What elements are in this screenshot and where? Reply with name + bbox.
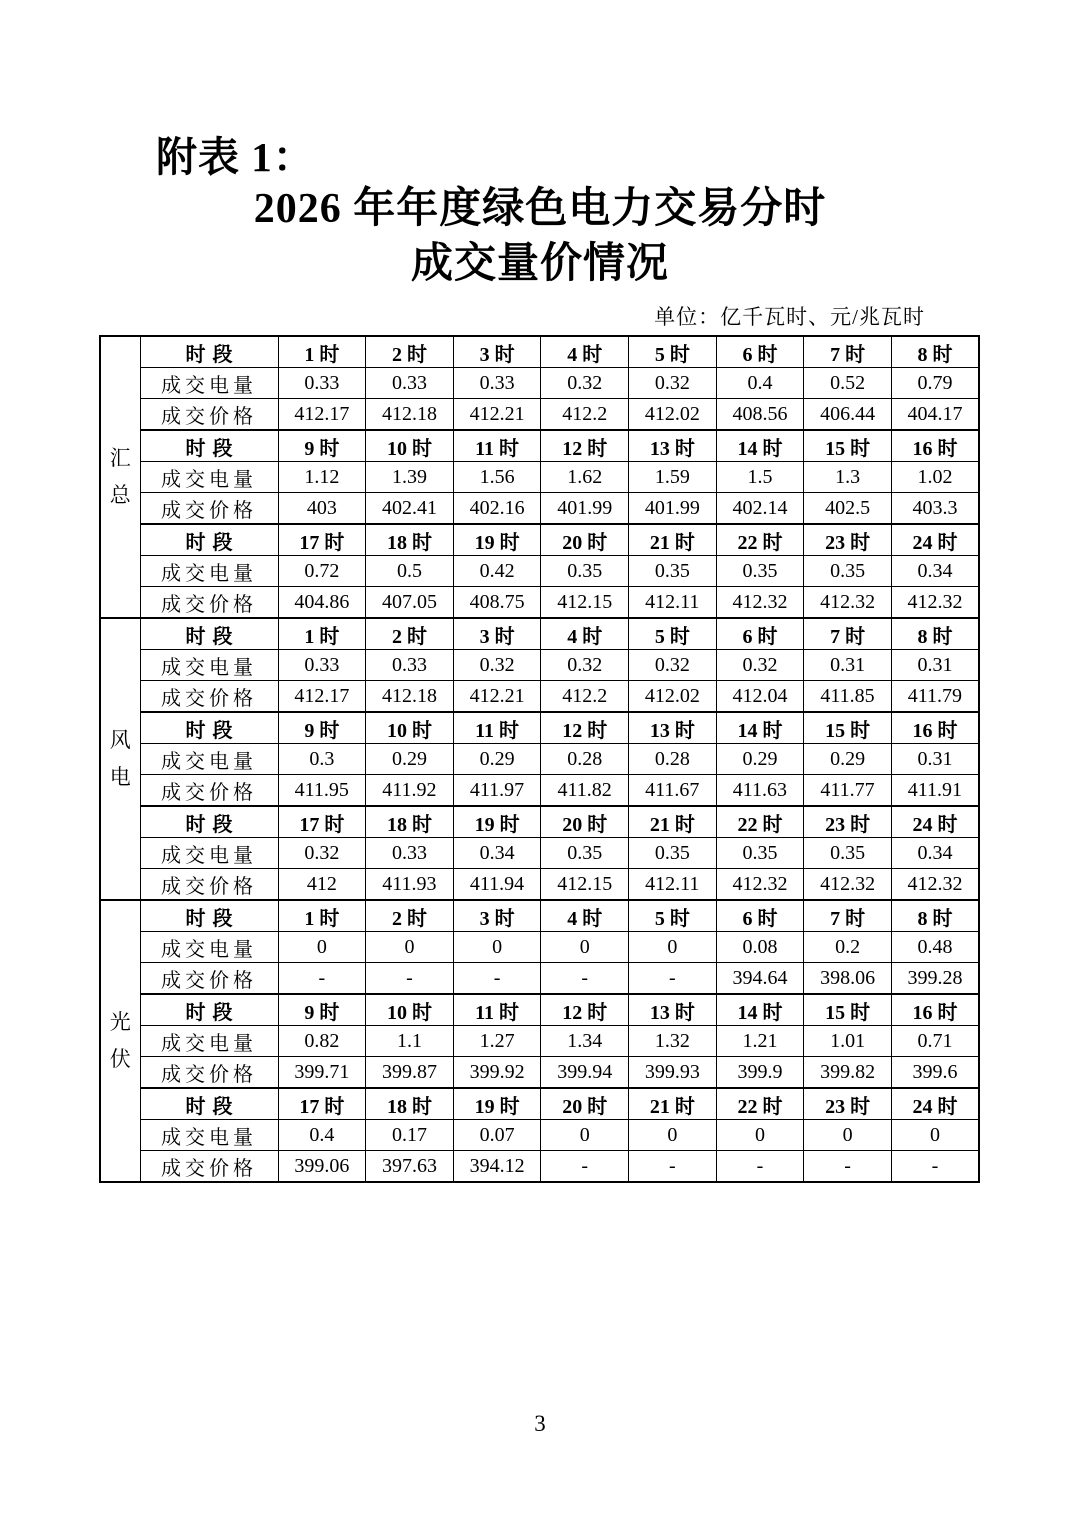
document-title-line1: 2026 年年度绿色电力交易分时: [253, 186, 827, 232]
volume-cell: 0.32: [278, 838, 366, 869]
period-header-cell: 8 时: [891, 336, 979, 368]
volume-cell: 0.79: [891, 368, 979, 399]
category-cell-1: [100, 618, 140, 900]
period-header-cell: 19 时: [453, 1088, 541, 1120]
price-cell: 399.87: [366, 1057, 454, 1089]
price-cell: 399.06: [278, 1151, 366, 1183]
period-header-cell: 11 时: [453, 712, 541, 744]
price-row-label: 成交价格: [140, 681, 278, 713]
volume-cell: 1.56: [453, 462, 541, 493]
volume-cell: 0.28: [541, 744, 629, 775]
volume-cell: 0.32: [629, 650, 717, 681]
price-cell: -: [453, 963, 541, 995]
price-cell: -: [629, 963, 717, 995]
period-header-row: [100, 618, 979, 650]
period-header-cell: 24 时: [891, 806, 979, 838]
price-cell: 412.21: [453, 681, 541, 713]
period-header-cell: 1 时: [278, 618, 366, 650]
period-header-row: [100, 712, 979, 744]
volume-cell: 0.34: [891, 556, 979, 587]
price-cell: 412.11: [629, 587, 717, 619]
period-header-cell: 2 时: [366, 336, 454, 368]
price-cell: 408.75: [453, 587, 541, 619]
period-header-cell: 10 时: [366, 430, 454, 462]
period-header-cell: 24 时: [891, 524, 979, 556]
category-cell-2: [100, 900, 140, 1182]
period-header-cell: 2 时: [366, 618, 454, 650]
volume-cell: 1.39: [366, 462, 454, 493]
volume-cell: 0.33: [366, 368, 454, 399]
price-row-label: 成交价格: [140, 399, 278, 431]
volume-row-label: 成交电量: [140, 650, 278, 681]
period-header-cell: 8 时: [891, 900, 979, 932]
period-header-cell: 6 时: [716, 618, 804, 650]
volume-cell: 0.35: [629, 556, 717, 587]
period-header-cell: 14 时: [716, 712, 804, 744]
volume-cell: 0.5: [366, 556, 454, 587]
price-cell: 411.82: [541, 775, 629, 807]
price-cell: -: [716, 1151, 804, 1183]
volume-cell: 0.35: [804, 556, 892, 587]
volume-cell: 0.3: [278, 744, 366, 775]
volume-cell: 0.71: [891, 1026, 979, 1057]
price-cell: 412.2: [541, 399, 629, 431]
volume-cell: 0: [629, 1120, 717, 1151]
volume-cell: 0.2: [804, 932, 892, 963]
price-row: [100, 399, 979, 431]
volume-cell: 0: [541, 1120, 629, 1151]
volume-cell: 1.01: [804, 1026, 892, 1057]
volume-row-label: 成交电量: [140, 838, 278, 869]
period-header-cell: 7 时: [804, 900, 892, 932]
volume-cell: 0.31: [804, 650, 892, 681]
volume-cell: 1.32: [629, 1026, 717, 1057]
volume-cell: 0.33: [366, 650, 454, 681]
volume-cell: 0.08: [716, 932, 804, 963]
volume-cell: 0.29: [453, 744, 541, 775]
price-cell: 407.05: [366, 587, 454, 619]
price-cell: 411.95: [278, 775, 366, 807]
price-cell: 399.71: [278, 1057, 366, 1089]
volume-cell: 0.35: [541, 556, 629, 587]
price-row: [100, 869, 979, 901]
volume-cell: 0: [366, 932, 454, 963]
price-cell: 412.32: [804, 869, 892, 901]
period-header-cell: 6 时: [716, 900, 804, 932]
volume-cell: 0.33: [278, 650, 366, 681]
table-body: [100, 336, 979, 1182]
volume-cell: 0.35: [716, 556, 804, 587]
volume-cell: 0: [629, 932, 717, 963]
volume-cell: 0.07: [453, 1120, 541, 1151]
price-cell: -: [629, 1151, 717, 1183]
price-row-label: 成交价格: [140, 963, 278, 995]
volume-cell: 0.48: [891, 932, 979, 963]
period-header-cell: 5 时: [629, 336, 717, 368]
price-row: [100, 493, 979, 525]
volume-cell: 0: [804, 1120, 892, 1151]
price-cell: 406.44: [804, 399, 892, 431]
price-cell: 411.77: [804, 775, 892, 807]
price-row-label: 成交价格: [140, 869, 278, 901]
volume-cell: 0.33: [453, 368, 541, 399]
volume-cell: 1.34: [541, 1026, 629, 1057]
period-header-cell: 4 时: [541, 336, 629, 368]
period-header-cell: 22 时: [716, 1088, 804, 1120]
price-cell: -: [541, 1151, 629, 1183]
volume-row-label: 成交电量: [140, 932, 278, 963]
volume-cell: 0.17: [366, 1120, 454, 1151]
period-row-label: 时段: [140, 900, 278, 932]
volume-cell: 0: [541, 932, 629, 963]
period-header-row: [100, 524, 979, 556]
price-cell: -: [278, 963, 366, 995]
period-header-cell: 24 时: [891, 1088, 979, 1120]
volume-cell: 0: [891, 1120, 979, 1151]
period-header-cell: 16 时: [891, 430, 979, 462]
price-cell: 411.85: [804, 681, 892, 713]
price-cell: 399.93: [629, 1057, 717, 1089]
volume-row: [100, 1120, 979, 1151]
price-cell: 411.91: [891, 775, 979, 807]
volume-row: [100, 556, 979, 587]
volume-cell: 0: [278, 932, 366, 963]
period-header-cell: 2 时: [366, 900, 454, 932]
price-cell: 412.18: [366, 681, 454, 713]
period-header-cell: 12 时: [541, 994, 629, 1026]
volume-cell: 1.59: [629, 462, 717, 493]
period-header-row: [100, 806, 979, 838]
period-row-label: 时段: [140, 1088, 278, 1120]
price-cell: 412.17: [278, 399, 366, 431]
price-cell: 411.67: [629, 775, 717, 807]
volume-cell: 0.42: [453, 556, 541, 587]
volume-cell: 0.28: [629, 744, 717, 775]
price-cell: 401.99: [541, 493, 629, 525]
volume-row: [100, 744, 979, 775]
price-cell: 412.32: [804, 587, 892, 619]
period-header-cell: 21 时: [629, 806, 717, 838]
price-row: [100, 1057, 979, 1089]
price-row-label: 成交价格: [140, 587, 278, 619]
price-row-label: 成交价格: [140, 493, 278, 525]
volume-row-label: 成交电量: [140, 1026, 278, 1057]
price-cell: 412.32: [891, 587, 979, 619]
price-cell: 399.6: [891, 1057, 979, 1089]
volume-cell: 0.33: [278, 368, 366, 399]
volume-cell: 1.3: [804, 462, 892, 493]
period-header-cell: 13 时: [629, 430, 717, 462]
volume-cell: 0.35: [716, 838, 804, 869]
period-header-cell: 12 时: [541, 712, 629, 744]
volume-cell: 0.35: [629, 838, 717, 869]
volume-cell: 0.4: [716, 368, 804, 399]
period-header-cell: 7 时: [804, 618, 892, 650]
volume-cell: 0: [716, 1120, 804, 1151]
volume-cell: 0.72: [278, 556, 366, 587]
price-row: [100, 587, 979, 619]
price-cell: -: [366, 963, 454, 995]
period-header-cell: 23 时: [804, 806, 892, 838]
price-cell: -: [891, 1151, 979, 1183]
price-row: [100, 681, 979, 713]
volume-cell: 1.21: [716, 1026, 804, 1057]
volume-cell: 1.27: [453, 1026, 541, 1057]
volume-row: [100, 932, 979, 963]
price-cell: 404.17: [891, 399, 979, 431]
trading-table: [99, 335, 980, 1183]
period-header-cell: 17 时: [278, 806, 366, 838]
volume-cell: 1.12: [278, 462, 366, 493]
period-row-label: 时段: [140, 618, 278, 650]
period-header-cell: 15 时: [804, 430, 892, 462]
price-cell: 412.32: [716, 587, 804, 619]
period-header-cell: 3 时: [453, 618, 541, 650]
period-header-cell: 20 时: [541, 1088, 629, 1120]
price-cell: 399.9: [716, 1057, 804, 1089]
price-cell: 398.06: [804, 963, 892, 995]
volume-cell: 0.32: [629, 368, 717, 399]
period-header-cell: 10 时: [366, 994, 454, 1026]
price-cell: 412.32: [716, 869, 804, 901]
unit-note: 单位：亿千瓦时、元/兆瓦时: [654, 305, 925, 329]
price-cell: 412.32: [891, 869, 979, 901]
price-cell: 412.2: [541, 681, 629, 713]
price-cell: 412.11: [629, 869, 717, 901]
period-header-cell: 5 时: [629, 900, 717, 932]
price-cell: 411.97: [453, 775, 541, 807]
document-title: [0, 182, 1080, 293]
volume-row: [100, 1026, 979, 1057]
period-header-cell: 23 时: [804, 1088, 892, 1120]
period-header-cell: 18 时: [366, 1088, 454, 1120]
price-cell: 412.21: [453, 399, 541, 431]
volume-cell: 0.32: [716, 650, 804, 681]
volume-row: [100, 838, 979, 869]
period-header-cell: 21 时: [629, 1088, 717, 1120]
period-header-cell: 1 时: [278, 336, 366, 368]
period-header-row: [100, 994, 979, 1026]
period-header-cell: 5 时: [629, 618, 717, 650]
period-header-cell: 18 时: [366, 524, 454, 556]
price-cell: 412: [278, 869, 366, 901]
price-row-label: 成交价格: [140, 1057, 278, 1089]
page-number: 3: [534, 1411, 546, 1436]
volume-cell: 0.33: [366, 838, 454, 869]
period-header-cell: 16 时: [891, 994, 979, 1026]
price-cell: 411.92: [366, 775, 454, 807]
period-row-label: 时段: [140, 806, 278, 838]
period-header-cell: 13 时: [629, 712, 717, 744]
period-header-cell: 11 时: [453, 430, 541, 462]
period-header-row: [100, 1088, 979, 1120]
price-cell: 412.02: [629, 681, 717, 713]
document-title-line2: 成交量价情况: [410, 241, 669, 288]
volume-cell: 0.32: [541, 368, 629, 399]
period-row-label: 时段: [140, 430, 278, 462]
period-header-cell: 3 时: [453, 336, 541, 368]
category-label: 汇 总: [109, 446, 131, 507]
price-cell: 408.56: [716, 399, 804, 431]
volume-cell: 0.34: [453, 838, 541, 869]
price-cell: 397.63: [366, 1151, 454, 1183]
price-cell: 402.16: [453, 493, 541, 525]
period-header-cell: 3 时: [453, 900, 541, 932]
period-header-cell: 14 时: [716, 430, 804, 462]
period-header-cell: 4 时: [541, 618, 629, 650]
volume-row-label: 成交电量: [140, 368, 278, 399]
period-header-cell: 23 时: [804, 524, 892, 556]
period-header-cell: 9 时: [278, 712, 366, 744]
category-label: 光 伏: [109, 1010, 131, 1071]
period-row-label: 时段: [140, 336, 278, 368]
table-container: [99, 335, 980, 1183]
price-cell: 403: [278, 493, 366, 525]
period-header-cell: 19 时: [453, 524, 541, 556]
price-cell: 399.94: [541, 1057, 629, 1089]
period-header-row: [100, 430, 979, 462]
price-row: [100, 775, 979, 807]
price-cell: 411.79: [891, 681, 979, 713]
volume-cell: 0: [453, 932, 541, 963]
period-header-cell: 7 时: [804, 336, 892, 368]
volume-cell: 0.4: [278, 1120, 366, 1151]
price-cell: 402.5: [804, 493, 892, 525]
period-header-cell: 21 时: [629, 524, 717, 556]
period-header-cell: 17 时: [278, 524, 366, 556]
price-row-label: 成交价格: [140, 775, 278, 807]
price-row: [100, 963, 979, 995]
volume-row: [100, 650, 979, 681]
period-header-cell: 13 时: [629, 994, 717, 1026]
volume-row-label: 成交电量: [140, 744, 278, 775]
price-cell: 411.93: [366, 869, 454, 901]
price-cell: -: [541, 963, 629, 995]
price-cell: 403.3: [891, 493, 979, 525]
period-header-cell: 11 时: [453, 994, 541, 1026]
period-header-cell: 12 时: [541, 430, 629, 462]
price-cell: 394.12: [453, 1151, 541, 1183]
price-cell: 402.14: [716, 493, 804, 525]
price-row: [100, 1151, 979, 1183]
volume-cell: 1.62: [541, 462, 629, 493]
attachment-table-label: 附表 1：: [156, 134, 315, 180]
volume-row-label: 成交电量: [140, 462, 278, 493]
volume-cell: 0.35: [804, 838, 892, 869]
price-cell: 411.63: [716, 775, 804, 807]
volume-row: [100, 368, 979, 399]
price-cell: 399.82: [804, 1057, 892, 1089]
price-cell: -: [804, 1151, 892, 1183]
volume-row: [100, 462, 979, 493]
volume-cell: 0.32: [453, 650, 541, 681]
volume-cell: 0.29: [366, 744, 454, 775]
period-header-cell: 6 时: [716, 336, 804, 368]
period-header-cell: 22 时: [716, 524, 804, 556]
price-cell: 412.15: [541, 587, 629, 619]
period-header-row: [100, 336, 979, 368]
period-header-cell: 4 时: [541, 900, 629, 932]
period-header-cell: 15 时: [804, 994, 892, 1026]
period-header-cell: 17 时: [278, 1088, 366, 1120]
period-row-label: 时段: [140, 712, 278, 744]
price-cell: 404.86: [278, 587, 366, 619]
price-cell: 402.41: [366, 493, 454, 525]
period-header-cell: 1 时: [278, 900, 366, 932]
volume-cell: 0.82: [278, 1026, 366, 1057]
category-cell-0: [100, 336, 140, 618]
volume-row-label: 成交电量: [140, 556, 278, 587]
volume-cell: 1.02: [891, 462, 979, 493]
price-cell: 411.94: [453, 869, 541, 901]
period-header-cell: 18 时: [366, 806, 454, 838]
period-header-cell: 16 时: [891, 712, 979, 744]
price-cell: 394.64: [716, 963, 804, 995]
price-cell: 399.28: [891, 963, 979, 995]
period-header-cell: 9 时: [278, 430, 366, 462]
period-row-label: 时段: [140, 994, 278, 1026]
volume-cell: 0.31: [891, 744, 979, 775]
price-cell: 399.92: [453, 1057, 541, 1089]
volume-row-label: 成交电量: [140, 1120, 278, 1151]
volume-cell: 0.35: [541, 838, 629, 869]
price-cell: 412.18: [366, 399, 454, 431]
price-cell: 401.99: [629, 493, 717, 525]
period-header-cell: 20 时: [541, 524, 629, 556]
volume-cell: 0.29: [804, 744, 892, 775]
volume-cell: 0.34: [891, 838, 979, 869]
volume-cell: 0.52: [804, 368, 892, 399]
period-header-cell: 9 时: [278, 994, 366, 1026]
period-row-label: 时段: [140, 524, 278, 556]
price-cell: 412.15: [541, 869, 629, 901]
volume-cell: 0.31: [891, 650, 979, 681]
volume-cell: 1.5: [716, 462, 804, 493]
period-header-cell: 19 时: [453, 806, 541, 838]
volume-cell: 0.32: [541, 650, 629, 681]
volume-cell: 1.1: [366, 1026, 454, 1057]
period-header-cell: 22 时: [716, 806, 804, 838]
period-header-cell: 14 时: [716, 994, 804, 1026]
price-row-label: 成交价格: [140, 1151, 278, 1183]
period-header-cell: 8 时: [891, 618, 979, 650]
period-header-cell: 10 时: [366, 712, 454, 744]
category-label: 风 电: [109, 728, 131, 789]
volume-cell: 0.29: [716, 744, 804, 775]
price-cell: 412.17: [278, 681, 366, 713]
period-header-cell: 20 时: [541, 806, 629, 838]
period-header-cell: 15 时: [804, 712, 892, 744]
price-cell: 412.04: [716, 681, 804, 713]
price-cell: 412.02: [629, 399, 717, 431]
period-header-row: [100, 900, 979, 932]
